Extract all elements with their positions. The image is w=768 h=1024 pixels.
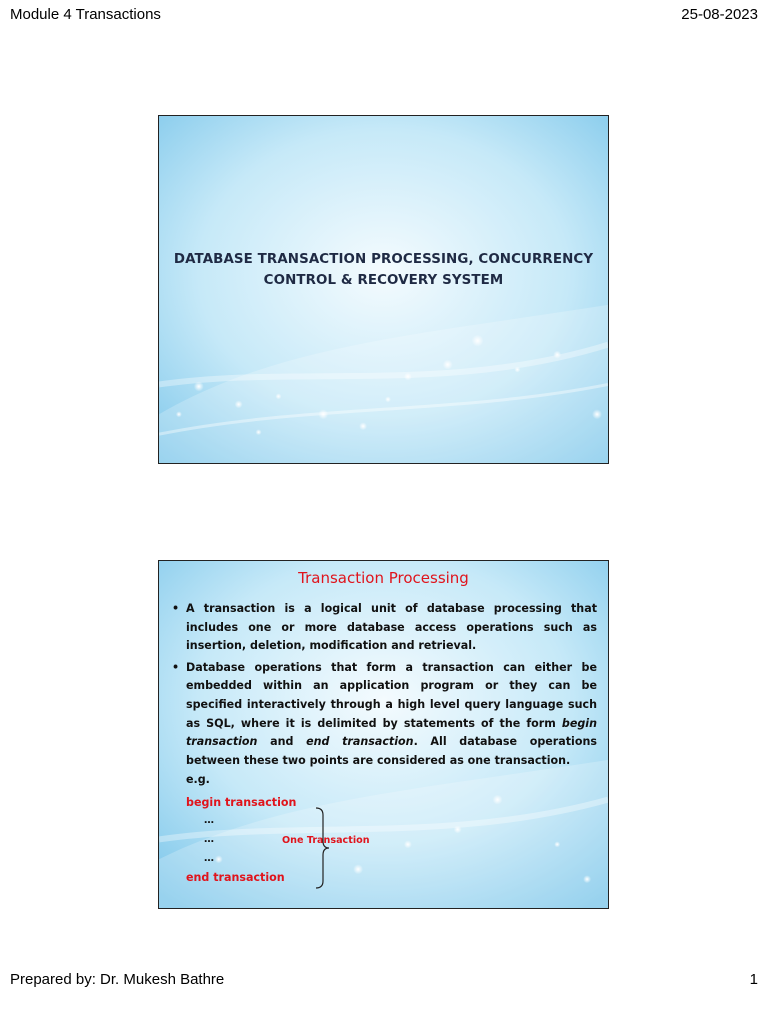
bullet-italic-begin: begin transaction xyxy=(186,716,597,749)
one-transaction-label: One Transaction xyxy=(282,835,370,846)
list-item xyxy=(171,600,597,656)
list-item xyxy=(171,659,597,771)
document-title: Module 4 Transactions xyxy=(10,6,161,23)
ellipsis-line: … xyxy=(204,853,214,864)
slide-title xyxy=(158,115,609,464)
slide-title-line-2: CONTROL & RECOVERY SYSTEM xyxy=(263,273,504,288)
slide-heading: Transaction Processing xyxy=(298,569,469,587)
bullet-list xyxy=(171,600,597,773)
bullet-italic-end: end transaction xyxy=(306,735,414,749)
document-date: 25-08-2023 xyxy=(681,6,758,23)
bullet-text: A transaction is a logical unit of database processing that includes one or more database access operations such as insertion, deletion, modification and retrieval. xyxy=(186,602,597,653)
end-transaction-label: end transaction xyxy=(186,871,285,884)
page-number: 1 xyxy=(749,971,758,988)
bullet-icon: • xyxy=(172,602,180,615)
example-label: e.g. xyxy=(186,773,210,786)
slide-title-line-1: DATABASE TRANSACTION PROCESSING, CONCURRENCY xyxy=(173,252,594,267)
prepared-by: Prepared by: Dr. Mukesh Bathre xyxy=(10,971,225,988)
ellipsis-line: … xyxy=(204,834,214,845)
ellipsis-line: … xyxy=(204,815,214,826)
slide-transaction-processing xyxy=(158,560,609,909)
bullet-text-part: and xyxy=(257,735,307,749)
begin-transaction-label: begin transaction xyxy=(186,796,297,809)
curly-brace-icon xyxy=(314,807,330,889)
bullet-text-part: Database operations that form a transaction can either be embedded within an application program or they can be specified interactively through a high level query language such as SQL, where it is delimited by statements of the form xyxy=(186,660,597,730)
slide-title-text xyxy=(169,249,598,291)
bullet-icon: • xyxy=(172,660,180,674)
bullet-text-part: . All database operations between these two points are considered as one transaction. xyxy=(186,735,597,767)
